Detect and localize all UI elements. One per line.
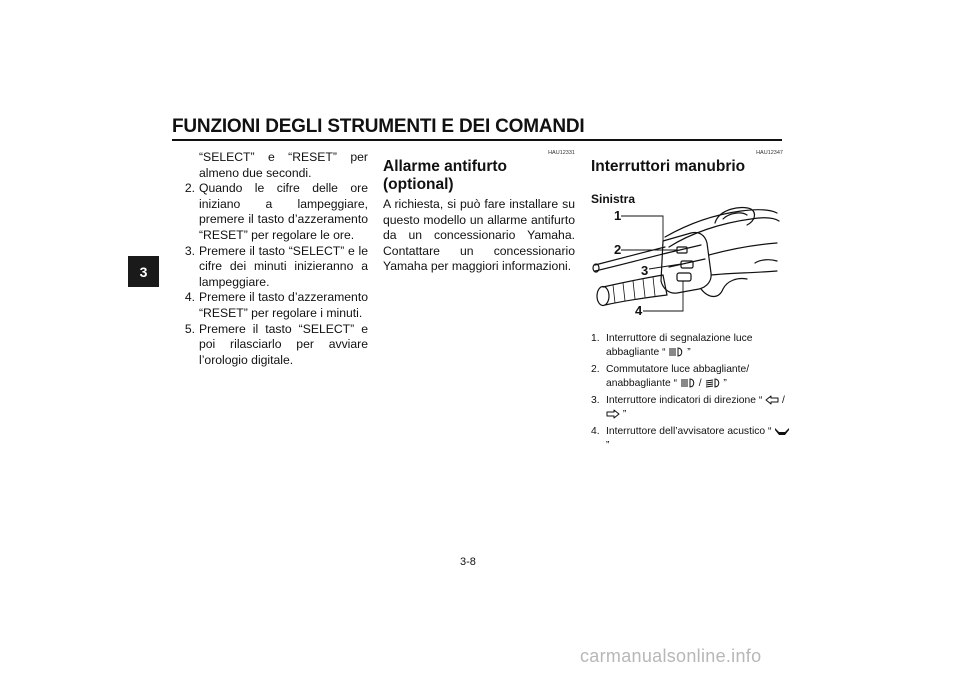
column-clock-steps: [172, 150, 368, 368]
list-item: [172, 290, 368, 321]
step-text: Premere il tasto d’azzeramento “RESET” per regolare i minuti.: [199, 290, 368, 320]
step-number: 5.: [184, 321, 195, 336]
caption-separator: /: [782, 395, 785, 406]
caption-item: [591, 332, 791, 360]
caption-quote-end: ”: [622, 409, 627, 420]
step-text: Quando le cifre delle ore iniziano a lampeggiare, premere il tasto d’azzeramento “RESET” per regolare le ore.: [199, 181, 368, 242]
caption-number: 4.: [591, 426, 600, 437]
callout-3: 3: [641, 263, 649, 278]
caption-label: Interruttore di segnalazione luce abbagliante “: [606, 333, 753, 358]
caption-text: [606, 332, 791, 360]
section-body: A richiesta, si può fare installare su questo modello un allarme antifurto da un concessionario Yamaha. Contattare un concessionario Yamaha per maggiori informazioni.: [383, 197, 575, 274]
caption-label: Interruttore indicatori di direzione “: [606, 395, 763, 406]
turn-left-icon: [765, 395, 779, 405]
low-beam-icon: [705, 378, 721, 388]
section-title: Allarme antifurto (optional): [383, 158, 508, 193]
caption-item: [591, 363, 791, 391]
step-text: Premere il tasto “SELECT” e le cifre dei minuti inizieranno a lampeggiare.: [199, 243, 368, 289]
handlebar-figure: [591, 203, 783, 325]
high-beam-icon: [668, 347, 684, 357]
steps-list: [172, 181, 368, 368]
caption-quote-end: ”: [687, 347, 691, 358]
page-header-title: FUNZIONI DEGLI STRUMENTI E DEI COMANDI: [172, 116, 585, 137]
list-item: [172, 181, 368, 243]
caption-item: [591, 425, 791, 453]
section-title: Interruttori manubrio: [591, 158, 746, 175]
high-beam-icon: [680, 378, 696, 388]
section-code: HAU12347: [756, 150, 783, 156]
callout-1: 1: [614, 208, 622, 223]
step-text: Premere il tasto “SELECT” e poi rilasciarlo per avviare l’orologio digitale.: [199, 321, 368, 367]
section-subtitle: Sinistra: [591, 192, 636, 206]
list-item: [172, 244, 368, 291]
list-item: [172, 322, 368, 369]
column-antitheft: [383, 150, 575, 275]
figure-captions: [591, 332, 791, 456]
caption-label: Commutatore luce abbagliante/ anabbagliante “: [606, 364, 750, 389]
turn-right-icon: [606, 409, 620, 419]
step-number: 2.: [184, 181, 195, 196]
callout-2: 2: [614, 242, 622, 257]
caption-text: [606, 425, 791, 453]
caption-quote-end: ”: [723, 378, 727, 389]
caption-text: [606, 394, 791, 422]
horn-icon: [774, 426, 790, 436]
step-number: 4.: [184, 290, 195, 305]
caption-label: Interruttore dell’avvisatore acustico “: [606, 426, 772, 437]
caption-quote-end: ”: [606, 440, 610, 451]
caption-number: 3.: [591, 395, 600, 406]
caption-text: [606, 363, 791, 391]
caption-item: [591, 394, 791, 422]
caption-separator: /: [698, 378, 702, 389]
header-rule: [172, 139, 782, 141]
callout-4: 4: [635, 303, 643, 318]
step-continuation: “SELECT” e “RESET” per almeno due secondi.: [199, 150, 368, 180]
caption-number: 1.: [591, 333, 600, 344]
page-number: 3-8: [460, 556, 476, 568]
step-number: 3.: [184, 243, 195, 258]
column-handlebar-switches: [591, 150, 783, 208]
chapter-tab: 3: [128, 256, 159, 287]
caption-number: 2.: [591, 364, 600, 375]
watermark: carmanualsonline.info: [580, 646, 762, 666]
section-code: HAU12331: [548, 150, 575, 156]
